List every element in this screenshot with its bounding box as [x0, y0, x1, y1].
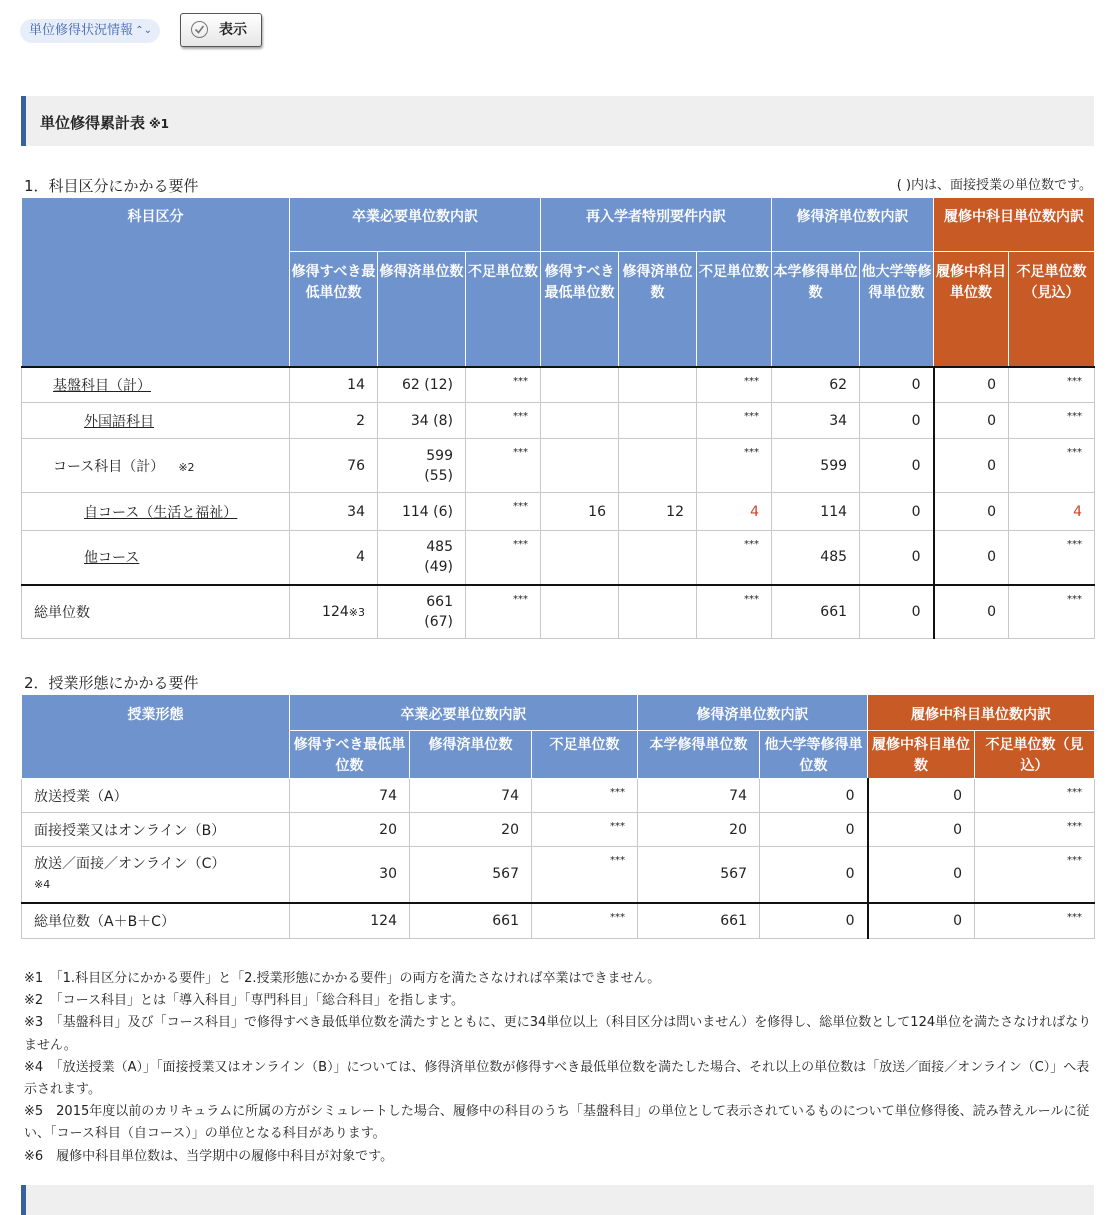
col-n-short: 不足単位数（見込）	[1009, 252, 1095, 367]
cell: 62	[772, 367, 860, 403]
cell: 74	[410, 779, 532, 813]
cell: 16	[541, 493, 619, 531]
cell: ***	[532, 903, 638, 939]
col-g-short: 不足単位数	[532, 731, 638, 779]
col-e-other: 他大学等修得単位数	[760, 731, 868, 779]
row-label-total: 総単位数（A＋B＋C）	[22, 903, 290, 939]
cell: 0	[860, 403, 934, 439]
cell: 34	[772, 403, 860, 439]
cell: 0	[934, 493, 1009, 531]
cell: 661	[638, 903, 760, 939]
cell: ***	[1009, 531, 1095, 585]
cell: 0	[760, 779, 868, 813]
cell: ***	[697, 439, 772, 493]
col-group-earned: 修得済単位数内訳	[772, 198, 934, 252]
cell	[619, 439, 697, 493]
cell	[619, 403, 697, 439]
cell: 0	[860, 493, 934, 531]
cell: 661	[772, 585, 860, 639]
cell: ***	[697, 585, 772, 639]
cell: 20	[410, 813, 532, 847]
cell: 0	[760, 813, 868, 847]
table-row	[22, 847, 1095, 903]
col-group-earned: 修得済単位数内訳	[638, 695, 868, 731]
cell: 62 (12)	[378, 367, 466, 403]
table-row	[22, 493, 1095, 531]
cell: 0	[860, 439, 934, 493]
cell: 0	[860, 585, 934, 639]
show-button-label: 表示	[219, 22, 247, 38]
cell: 34 (8)	[378, 403, 466, 439]
link-gaikokugo[interactable]: 外国語科目	[84, 413, 154, 430]
cell: 74	[638, 779, 760, 813]
col-category: 科目区分	[22, 198, 290, 367]
cell: 485 (49)	[378, 531, 466, 585]
cell: ***	[975, 813, 1095, 847]
cell: 0	[760, 847, 868, 903]
col-r-short: 不足単位数	[697, 252, 772, 367]
info-type-select[interactable]	[20, 19, 160, 43]
col-group-grad: 卒業必要単位数内訳	[290, 695, 638, 731]
cell: 114 (6)	[378, 493, 466, 531]
col-n-short: 不足単位数（見込）	[975, 731, 1095, 779]
cell: 0	[868, 847, 975, 903]
cell: 76	[290, 439, 378, 493]
cell: ***	[697, 403, 772, 439]
cell: 661	[410, 903, 532, 939]
col-e-other: 他大学等修得単位数	[860, 252, 934, 367]
cell: 4	[1009, 493, 1095, 531]
row-mark: ※3	[348, 605, 365, 619]
req1-note: ( )内は、面接授業の単位数です。	[896, 178, 1092, 193]
section-title-mark: ※1	[149, 117, 170, 131]
info-type-select-label: 単位修得状況情報	[29, 23, 134, 38]
req2-title: 2．授業形態にかかる要件	[24, 674, 199, 692]
col-r-done: 修得済単位数	[619, 252, 697, 367]
cell: ***	[697, 367, 772, 403]
cell: ***	[1009, 439, 1095, 493]
cell: 0	[934, 403, 1009, 439]
col-r-min: 修得すべき最低単位数	[541, 252, 619, 367]
table-row	[22, 403, 1095, 439]
cell: 0	[934, 585, 1009, 639]
cell: 14	[290, 367, 378, 403]
cell	[541, 439, 619, 493]
col-group-enrolled: 履修中科目単位数内訳	[868, 695, 1095, 731]
cell: ***	[975, 847, 1095, 903]
cell: ***	[975, 903, 1095, 939]
cell: 20	[638, 813, 760, 847]
col-group-reentry: 再入学者特別要件内訳	[541, 198, 772, 252]
cell: ***	[466, 439, 541, 493]
col-e-own: 本学修得単位数	[772, 252, 860, 367]
next-section-header	[21, 1185, 1094, 1215]
col-e-own: 本学修得単位数	[638, 731, 760, 779]
col-n-enrolled: 履修中科目単位数	[934, 252, 1009, 367]
cell	[541, 531, 619, 585]
cell: 4	[290, 531, 378, 585]
col-g-min: 修得すべき最低単位数	[290, 252, 378, 367]
cell	[619, 531, 697, 585]
table-row	[22, 813, 1095, 847]
cell: 114	[772, 493, 860, 531]
cell: 124	[290, 903, 410, 939]
cell: 124	[322, 603, 349, 620]
class-form-table	[21, 694, 1095, 939]
row-label-course: コース科目（計）	[53, 458, 165, 475]
cell: 34	[290, 493, 378, 531]
table-row	[22, 779, 1095, 813]
req1-title: 1．科目区分にかかる要件	[24, 177, 199, 195]
chevron-updown-icon: ⌃⌄	[135, 25, 152, 36]
row-mark: ※4	[34, 877, 51, 891]
col-g-done: 修得済単位数	[378, 252, 466, 367]
check-circle-icon	[191, 21, 208, 38]
cell: 0	[760, 903, 868, 939]
cell	[541, 585, 619, 639]
footnote: ※6 履修中科目単位数は、当学期中の履修中科目が対象です。	[24, 1148, 394, 1164]
cell	[541, 367, 619, 403]
cell	[619, 367, 697, 403]
col-g-done: 修得済単位数	[410, 731, 532, 779]
cell: ***	[1009, 403, 1095, 439]
cell: ***	[466, 367, 541, 403]
link-own-course[interactable]: 自コース（生活と福祉）	[84, 504, 238, 521]
cell: 12	[619, 493, 697, 531]
row-label: 放送／面接／オンライン（C）	[34, 855, 226, 872]
cell: 567	[638, 847, 760, 903]
footnote: ※5 2015年度以前のカリキュラムに所属の方がシミュレートした場合、履修中の科目のうち「基盤科目」の単位として表示されているものについて単位修得後、読み替えルールに従い、「コース科目（自コース）」の単位となる科目があります。	[24, 1104, 1090, 1142]
row-label: 放送授業（A）	[22, 779, 290, 813]
col-n-enrolled: 履修中科目単位数	[868, 731, 975, 779]
cell: ***	[697, 531, 772, 585]
cell: 0	[868, 903, 975, 939]
table-row	[22, 367, 1095, 403]
col-g-min: 修得すべき最低単位数	[290, 731, 410, 779]
cell: ***	[1009, 585, 1095, 639]
cell: 485	[772, 531, 860, 585]
link-kiban[interactable]: 基盤科目（計）	[53, 377, 151, 394]
cell: ***	[1009, 367, 1095, 403]
footnote: ※2 「コース科目」とは「導入科目」「専門科目」「総合科目」を指します。	[24, 993, 464, 1009]
cell: ***	[532, 813, 638, 847]
footnote: ※4 「放送授業（A）」「面接授業又はオンライン（B）」については、修得済単位数が修得すべき最低単位数を満たした場合、それ以上の単位数は「放送／面接／オンライン（C）」へ表示されます。	[24, 1059, 1090, 1098]
cell: 599 (55)	[378, 439, 466, 493]
table-row	[22, 531, 1095, 585]
cell: 661 (67)	[378, 585, 466, 639]
cell: ***	[466, 531, 541, 585]
table-row-total	[22, 903, 1095, 939]
cell: 0	[860, 531, 934, 585]
cell: 30	[290, 847, 410, 903]
footnote: ※1 「1.科目区分にかかる要件」と「2.授業形態にかかる要件」の両方を満たさなければ卒業はできません。	[24, 971, 661, 986]
cell: ***	[532, 779, 638, 813]
row-label-total: 総単位数	[22, 585, 290, 639]
col-form: 授業形態	[22, 695, 290, 779]
show-button[interactable]	[180, 13, 262, 47]
table-row	[22, 439, 1095, 493]
cell: 20	[290, 813, 410, 847]
table-row-total	[22, 585, 1095, 639]
row-label: 面接授業又はオンライン（B）	[22, 813, 290, 847]
cell: 599	[772, 439, 860, 493]
section-header	[21, 96, 1094, 146]
cell: 2	[290, 403, 378, 439]
cell: 0	[934, 439, 1009, 493]
row-mark: ※2	[178, 460, 195, 474]
col-g-short: 不足単位数	[466, 252, 541, 367]
section-title: 単位修得累計表	[40, 114, 146, 132]
footnote: ※3 「基盤科目」及び「コース科目」で修得すべき最低単位数を満たすとともに、更に34単位以上（科目区分は問いません）を修得し、総単位数として124単位を満たさなければなりません。	[24, 1015, 1092, 1053]
cell: ***	[466, 585, 541, 639]
cell: 0	[860, 367, 934, 403]
cell: ***	[466, 493, 541, 531]
cell: 0	[868, 779, 975, 813]
cell: 0	[868, 813, 975, 847]
cell: ***	[466, 403, 541, 439]
col-group-grad: 卒業必要単位数内訳	[290, 198, 541, 252]
link-other-course[interactable]: 他コース	[84, 550, 140, 567]
cell: 0	[934, 367, 1009, 403]
cell: 567	[410, 847, 532, 903]
course-category-table	[21, 197, 1095, 639]
cell: ***	[532, 847, 638, 903]
footnotes	[24, 968, 1094, 1168]
cell	[619, 585, 697, 639]
cell: ***	[975, 779, 1095, 813]
cell: 0	[934, 531, 1009, 585]
cell: 74	[290, 779, 410, 813]
cell	[541, 403, 619, 439]
cell: 4	[697, 493, 772, 531]
col-group-enrolled: 履修中科目単位数内訳	[934, 198, 1095, 252]
